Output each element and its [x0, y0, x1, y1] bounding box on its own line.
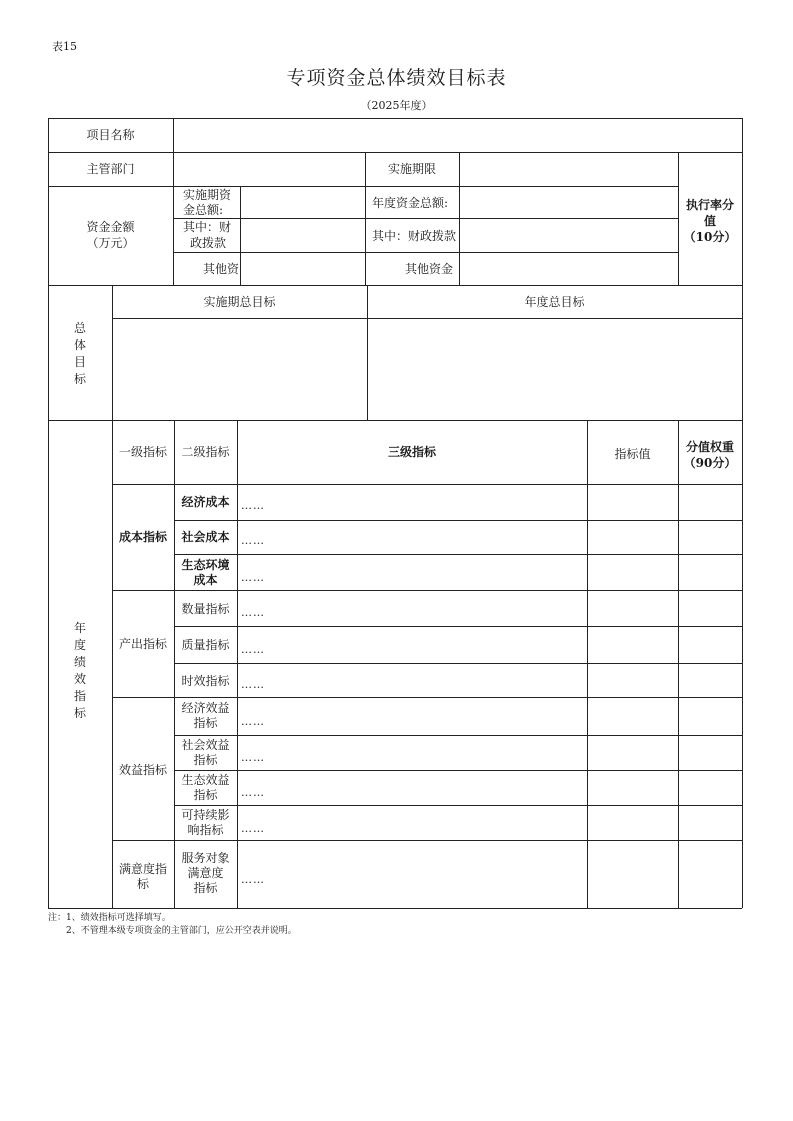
- l2-sustain-2: 响指标: [187, 823, 224, 837]
- fiscal-annual-label: 其中：财政拨款: [372, 229, 457, 243]
- l2-service-3: 指标: [193, 881, 218, 895]
- l2-sustain-1: 可持续影: [181, 808, 230, 822]
- period-total-label-1: 实施期资: [183, 188, 232, 202]
- other-funds-label-1: 其他资: [203, 262, 240, 276]
- year-subtitle: （2025年度）: [360, 99, 433, 112]
- exec-rate-label-2: 值: [703, 214, 716, 228]
- l2-eco-benefit-2: 指标: [193, 788, 218, 802]
- l3-social-cost: ……: [241, 534, 265, 547]
- col-header-weight-1: 分值权重: [685, 440, 734, 454]
- l2-social-benefit-2: 指标: [193, 753, 218, 767]
- l2-eco-benefit-1: 生态效益: [181, 773, 230, 787]
- fiscal-label-1: 其中：财: [183, 220, 232, 234]
- l2-quality: 质量指标: [181, 638, 230, 652]
- l2-economic-benefit-1: 经济效益: [181, 701, 230, 715]
- col-header-level3: 三级指标: [387, 445, 436, 459]
- l2-eco-cost-1: 生态环境: [181, 558, 230, 572]
- col-header-value: 指标值: [614, 447, 651, 461]
- project-name-label: 项目名称: [86, 128, 135, 142]
- table-number: 表15: [52, 40, 77, 53]
- overall-goal-label: 总体目标: [73, 321, 86, 386]
- period-total-label-2: 金总额:: [183, 203, 224, 217]
- l2-economic-cost: 经济成本: [181, 495, 230, 509]
- l3-eco-cost: ……: [241, 571, 265, 584]
- l2-economic-benefit-2: 指标: [193, 716, 218, 730]
- annual-indicator-label: 年度绩效指标: [73, 621, 86, 720]
- exec-rate-label-1: 执行率分: [685, 198, 734, 212]
- l3-social-benefit: ……: [241, 751, 265, 764]
- l3-quantity: ……: [241, 606, 265, 619]
- l2-social-cost: 社会成本: [181, 530, 230, 544]
- funds-unit-label: （万元）: [86, 236, 135, 250]
- l3-timeliness: ……: [241, 678, 265, 691]
- exec-rate-label-3: （10分）: [683, 230, 737, 244]
- group-cost: 成本指标: [118, 530, 167, 544]
- l3-eco-benefit: ……: [241, 786, 265, 799]
- group-benefit: 效益指标: [118, 763, 167, 777]
- funds-label: 资金金额: [86, 220, 135, 234]
- note-2: 2、不管理本级专项资金的主管部门，应公开空表并说明。: [66, 926, 297, 936]
- l2-timeliness: 时效指标: [181, 674, 230, 688]
- l3-quality: ……: [241, 643, 265, 656]
- l2-eco-cost-2: 成本: [193, 573, 218, 587]
- annual-goal-header: 年度总目标: [524, 295, 585, 309]
- l2-service-2: 满意度: [187, 866, 224, 880]
- group-output: 产出指标: [118, 637, 167, 651]
- l3-economic-cost: ……: [241, 499, 265, 512]
- group-satisfaction-2: 标: [136, 877, 149, 891]
- page-title: 专项资金总体绩效目标表: [286, 67, 507, 89]
- note-1: 注：1、绩效指标可选择填写。: [48, 913, 171, 923]
- dept-label: 主管部门: [86, 162, 135, 176]
- l2-service-1: 服务对象: [181, 851, 230, 865]
- l2-quantity: 数量指标: [181, 602, 230, 616]
- period-goal-header: 实施期总目标: [203, 295, 276, 309]
- fiscal-label-2: 政拨款: [190, 236, 227, 250]
- group-satisfaction-1: 满意度指: [118, 862, 167, 876]
- l3-sustain: ……: [241, 822, 265, 835]
- other-funds-label-2: 其他资金: [405, 262, 454, 276]
- col-header-level1: 一级指标: [118, 445, 167, 459]
- annual-total-label: 年度资金总额:: [372, 196, 449, 210]
- l3-service: ……: [241, 873, 265, 886]
- col-header-level2: 二级指标: [181, 445, 230, 459]
- l3-economic-benefit: ……: [241, 715, 265, 728]
- col-header-weight-2: （90分）: [683, 456, 737, 470]
- period-label: 实施期限: [387, 162, 436, 176]
- l2-social-benefit-1: 社会效益: [181, 738, 230, 752]
